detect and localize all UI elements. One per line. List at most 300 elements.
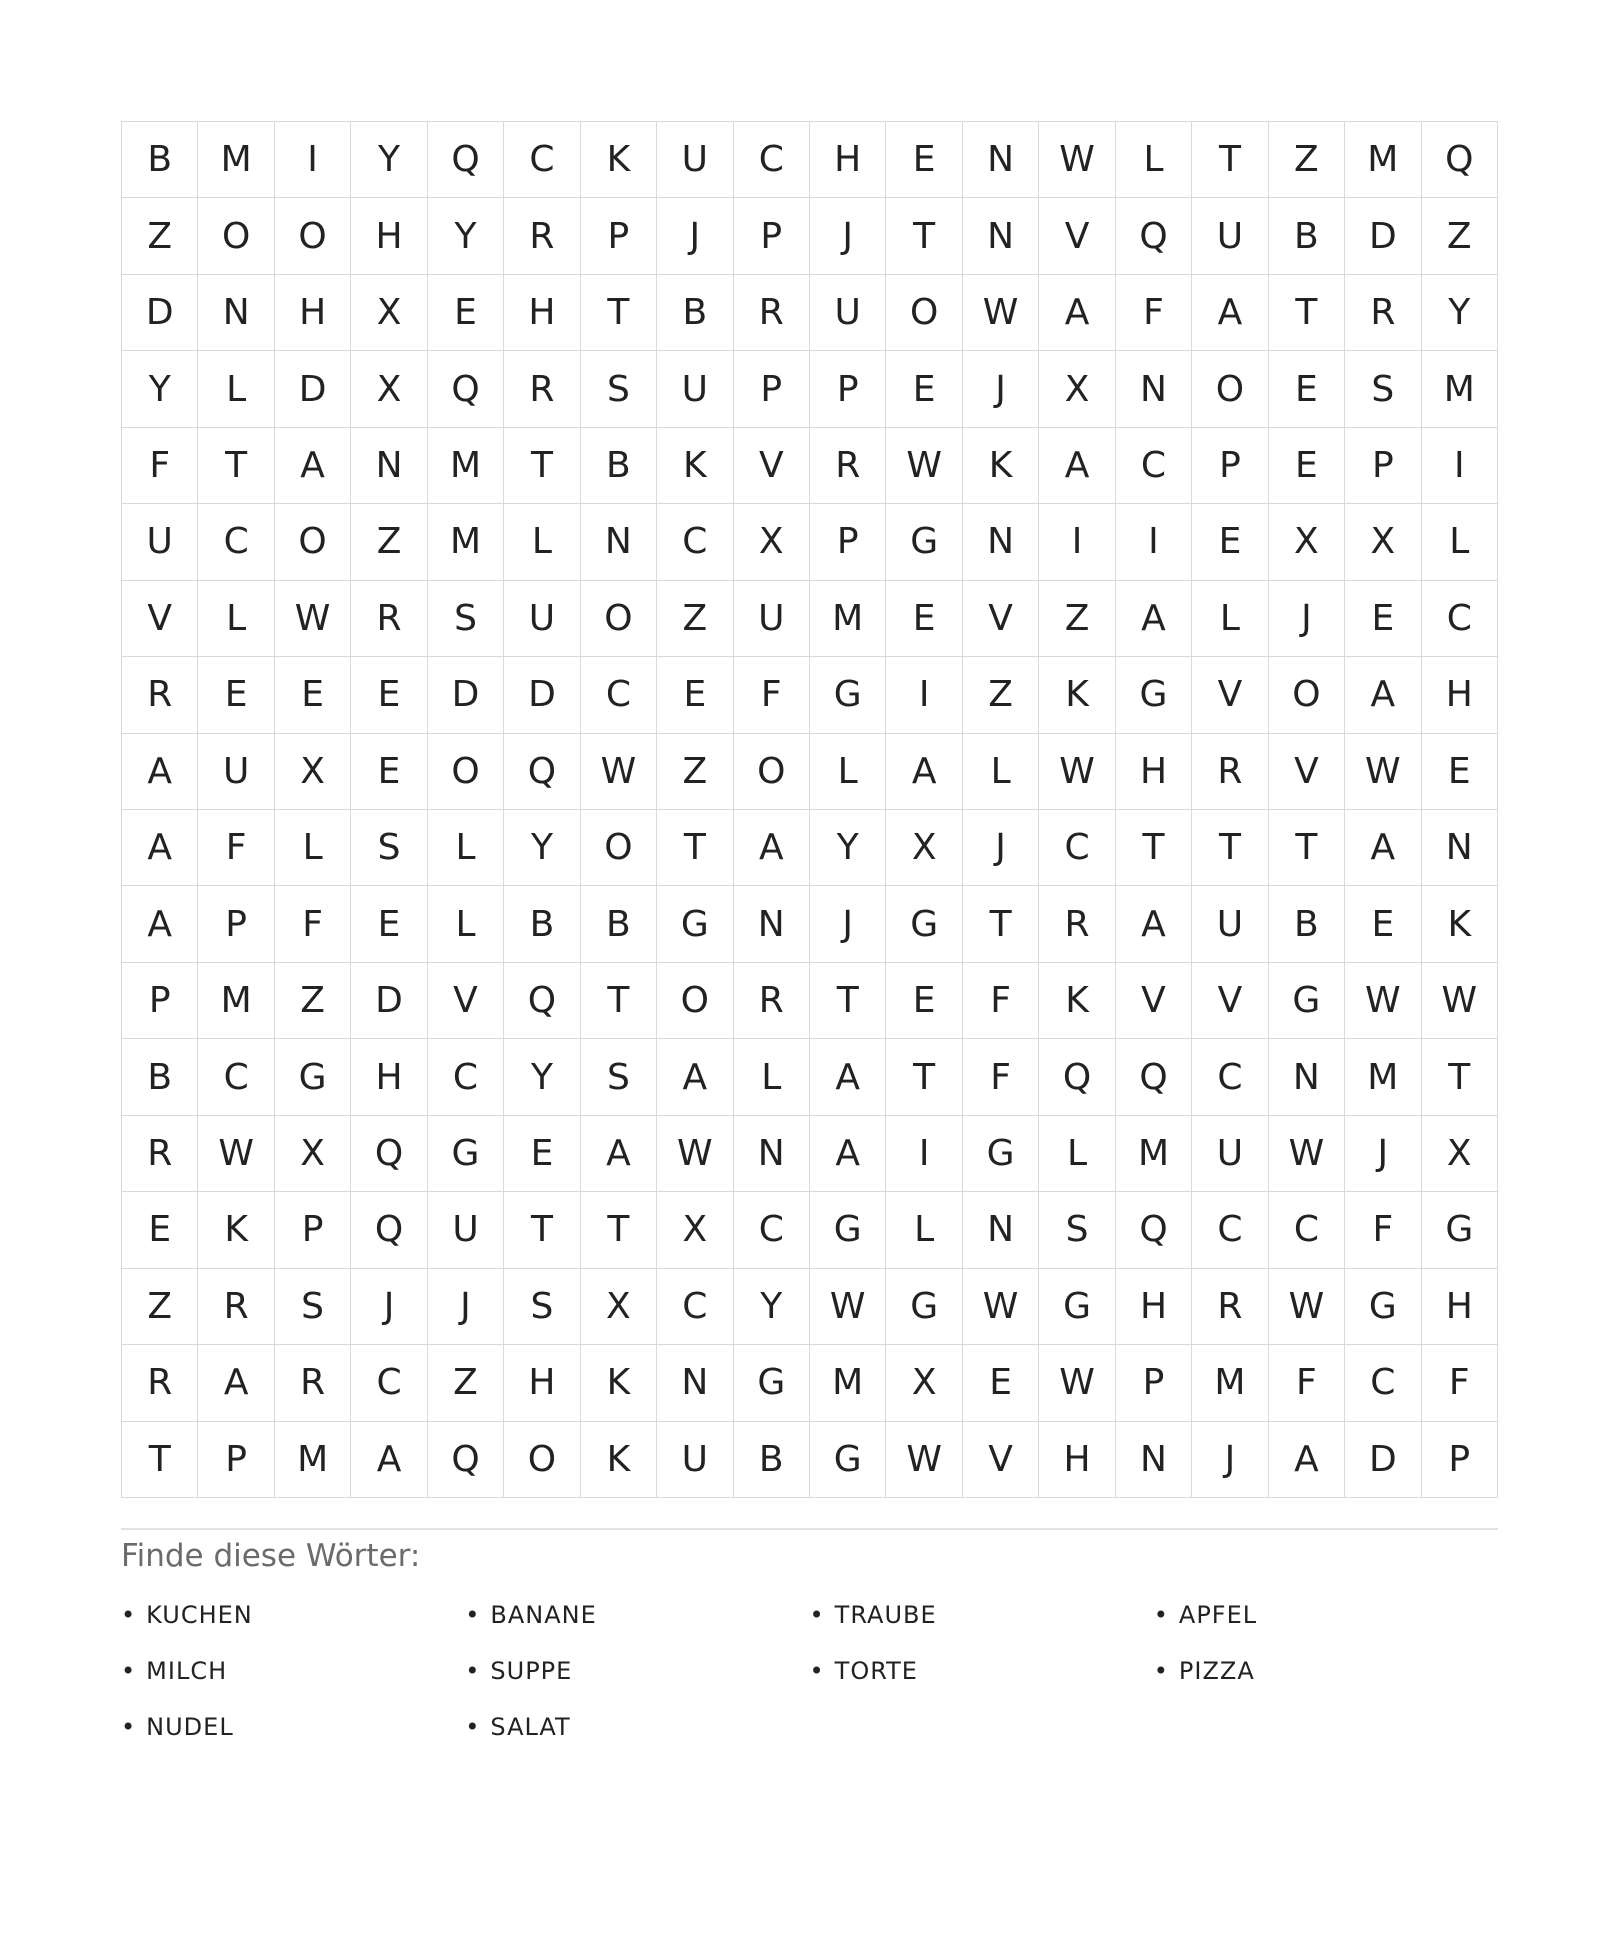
grid-cell[interactable]: E xyxy=(886,351,962,427)
grid-cell[interactable]: L xyxy=(1192,581,1268,657)
grid-cell[interactable]: B xyxy=(122,1039,198,1115)
grid-cell[interactable]: V xyxy=(963,581,1039,657)
grid-cell[interactable]: K xyxy=(581,1422,657,1498)
grid-cell[interactable]: X xyxy=(1345,504,1421,580)
grid-cell[interactable]: R xyxy=(810,428,886,504)
grid-cell[interactable]: G xyxy=(734,1345,810,1421)
grid-cell[interactable]: D xyxy=(1345,198,1421,274)
grid-cell[interactable]: S xyxy=(581,1039,657,1115)
grid-cell[interactable]: T xyxy=(1192,122,1268,198)
grid-cell[interactable]: Q xyxy=(428,122,504,198)
grid-cell[interactable]: A xyxy=(1039,428,1115,504)
grid-cell[interactable]: C xyxy=(504,122,580,198)
grid-cell[interactable]: R xyxy=(275,1345,351,1421)
grid-cell[interactable]: C xyxy=(428,1039,504,1115)
grid-cell[interactable]: T xyxy=(122,1422,198,1498)
grid-cell[interactable]: U xyxy=(734,581,810,657)
grid-cell[interactable]: A xyxy=(1116,886,1192,962)
grid-cell[interactable]: X xyxy=(1422,1116,1498,1192)
grid-cell[interactable]: Q xyxy=(1116,1192,1192,1268)
grid-cell[interactable]: E xyxy=(122,1192,198,1268)
grid-cell[interactable]: X xyxy=(1269,504,1345,580)
grid-cell[interactable]: B xyxy=(122,122,198,198)
grid-cell[interactable]: E xyxy=(504,1116,580,1192)
grid-cell[interactable]: E xyxy=(657,657,733,733)
grid-cell[interactable]: C xyxy=(198,1039,274,1115)
grid-cell[interactable]: M xyxy=(198,122,274,198)
grid-cell[interactable]: M xyxy=(810,1345,886,1421)
grid-cell[interactable]: J xyxy=(657,198,733,274)
grid-cell[interactable]: V xyxy=(963,1422,1039,1498)
grid-cell[interactable]: H xyxy=(504,1345,580,1421)
grid-cell[interactable]: E xyxy=(886,581,962,657)
grid-cell[interactable]: T xyxy=(963,886,1039,962)
grid-cell[interactable]: E xyxy=(428,275,504,351)
grid-cell[interactable]: I xyxy=(1039,504,1115,580)
grid-cell[interactable]: O xyxy=(1192,351,1268,427)
grid-cell[interactable]: F xyxy=(963,963,1039,1039)
grid-cell[interactable]: I xyxy=(886,657,962,733)
grid-cell[interactable]: Z xyxy=(963,657,1039,733)
grid-cell[interactable]: N xyxy=(734,886,810,962)
grid-cell[interactable]: C xyxy=(1345,1345,1421,1421)
grid-cell[interactable]: C xyxy=(657,504,733,580)
grid-cell[interactable]: G xyxy=(1269,963,1345,1039)
grid-cell[interactable]: C xyxy=(1116,428,1192,504)
grid-cell[interactable]: U xyxy=(657,122,733,198)
grid-cell[interactable]: E xyxy=(1269,351,1345,427)
grid-cell[interactable]: R xyxy=(122,1345,198,1421)
grid-cell[interactable]: P xyxy=(734,351,810,427)
grid-cell[interactable]: A xyxy=(810,1116,886,1192)
grid-cell[interactable]: X xyxy=(275,734,351,810)
grid-cell[interactable]: R xyxy=(504,351,580,427)
grid-cell[interactable]: E xyxy=(198,657,274,733)
grid-cell[interactable]: V xyxy=(122,581,198,657)
grid-cell[interactable]: T xyxy=(1269,275,1345,351)
grid-cell[interactable]: N xyxy=(1116,351,1192,427)
grid-cell[interactable]: M xyxy=(1116,1116,1192,1192)
grid-cell[interactable]: H xyxy=(504,275,580,351)
grid-cell[interactable]: Y xyxy=(122,351,198,427)
grid-cell[interactable]: P xyxy=(1192,428,1268,504)
grid-cell[interactable]: W xyxy=(1039,1345,1115,1421)
grid-cell[interactable]: J xyxy=(810,886,886,962)
grid-cell[interactable]: L xyxy=(428,810,504,886)
grid-cell[interactable]: O xyxy=(1269,657,1345,733)
grid-cell[interactable]: S xyxy=(428,581,504,657)
grid-cell[interactable]: A xyxy=(657,1039,733,1115)
grid-cell[interactable]: Q xyxy=(351,1116,427,1192)
grid-cell[interactable]: V xyxy=(1039,198,1115,274)
grid-cell[interactable]: F xyxy=(275,886,351,962)
grid-cell[interactable]: X xyxy=(275,1116,351,1192)
grid-cell[interactable]: A xyxy=(122,734,198,810)
grid-cell[interactable]: O xyxy=(428,734,504,810)
grid-cell[interactable]: K xyxy=(657,428,733,504)
grid-cell[interactable]: U xyxy=(1192,1116,1268,1192)
grid-cell[interactable]: M xyxy=(275,1422,351,1498)
grid-cell[interactable]: Q xyxy=(504,734,580,810)
grid-cell[interactable]: U xyxy=(657,351,733,427)
grid-cell[interactable]: G xyxy=(1345,1269,1421,1345)
grid-cell[interactable]: V xyxy=(1192,963,1268,1039)
grid-cell[interactable]: C xyxy=(657,1269,733,1345)
grid-cell[interactable]: Z xyxy=(657,734,733,810)
grid-cell[interactable]: C xyxy=(734,122,810,198)
grid-cell[interactable]: L xyxy=(428,886,504,962)
grid-cell[interactable]: K xyxy=(198,1192,274,1268)
grid-cell[interactable]: T xyxy=(886,1039,962,1115)
grid-cell[interactable]: X xyxy=(351,275,427,351)
grid-cell[interactable]: V xyxy=(428,963,504,1039)
grid-cell[interactable]: R xyxy=(1345,275,1421,351)
grid-cell[interactable]: C xyxy=(1422,581,1498,657)
grid-cell[interactable]: C xyxy=(581,657,657,733)
grid-cell[interactable]: Q xyxy=(1116,198,1192,274)
grid-cell[interactable]: K xyxy=(963,428,1039,504)
grid-cell[interactable]: B xyxy=(504,886,580,962)
grid-cell[interactable]: Q xyxy=(428,1422,504,1498)
grid-cell[interactable]: G xyxy=(886,504,962,580)
grid-cell[interactable]: T xyxy=(1422,1039,1498,1115)
grid-cell[interactable]: F xyxy=(1422,1345,1498,1421)
grid-cell[interactable]: O xyxy=(657,963,733,1039)
grid-cell[interactable]: W xyxy=(810,1269,886,1345)
grid-cell[interactable]: G xyxy=(1116,657,1192,733)
grid-cell[interactable]: M xyxy=(428,504,504,580)
grid-cell[interactable]: J xyxy=(1192,1422,1268,1498)
grid-cell[interactable]: A xyxy=(122,886,198,962)
grid-cell[interactable]: W xyxy=(657,1116,733,1192)
grid-cell[interactable]: L xyxy=(198,581,274,657)
grid-cell[interactable]: J xyxy=(810,198,886,274)
grid-cell[interactable]: C xyxy=(1192,1039,1268,1115)
grid-cell[interactable]: S xyxy=(504,1269,580,1345)
grid-cell[interactable]: C xyxy=(1269,1192,1345,1268)
grid-cell[interactable]: M xyxy=(428,428,504,504)
grid-cell[interactable]: A xyxy=(198,1345,274,1421)
grid-cell[interactable]: T xyxy=(1269,810,1345,886)
grid-cell[interactable]: R xyxy=(734,963,810,1039)
grid-cell[interactable]: C xyxy=(1039,810,1115,886)
grid-cell[interactable]: Z xyxy=(122,1269,198,1345)
grid-cell[interactable]: N xyxy=(657,1345,733,1421)
grid-cell[interactable]: N xyxy=(963,122,1039,198)
grid-cell[interactable]: N xyxy=(734,1116,810,1192)
grid-cell[interactable]: L xyxy=(198,351,274,427)
grid-cell[interactable]: E xyxy=(351,886,427,962)
grid-cell[interactable]: S xyxy=(581,351,657,427)
grid-cell[interactable]: G xyxy=(275,1039,351,1115)
grid-cell[interactable]: Q xyxy=(428,351,504,427)
grid-cell[interactable]: N xyxy=(963,504,1039,580)
grid-cell[interactable]: D xyxy=(1345,1422,1421,1498)
grid-cell[interactable]: D xyxy=(504,657,580,733)
grid-cell[interactable]: E xyxy=(351,734,427,810)
grid-cell[interactable]: W xyxy=(963,275,1039,351)
grid-cell[interactable]: W xyxy=(1422,963,1498,1039)
grid-cell[interactable]: H xyxy=(275,275,351,351)
grid-cell[interactable]: U xyxy=(1192,886,1268,962)
grid-cell[interactable]: E xyxy=(1269,428,1345,504)
grid-cell[interactable]: Q xyxy=(351,1192,427,1268)
grid-cell[interactable]: G xyxy=(1039,1269,1115,1345)
grid-cell[interactable]: V xyxy=(1192,657,1268,733)
grid-cell[interactable]: T xyxy=(657,810,733,886)
grid-cell[interactable]: P xyxy=(198,1422,274,1498)
grid-cell[interactable]: J xyxy=(1269,581,1345,657)
grid-cell[interactable]: Z xyxy=(275,963,351,1039)
grid-cell[interactable]: J xyxy=(963,810,1039,886)
grid-cell[interactable]: L xyxy=(1039,1116,1115,1192)
grid-cell[interactable]: D xyxy=(351,963,427,1039)
grid-cell[interactable]: P xyxy=(275,1192,351,1268)
grid-cell[interactable]: N xyxy=(963,1192,1039,1268)
grid-cell[interactable]: K xyxy=(1039,963,1115,1039)
grid-cell[interactable]: G xyxy=(1422,1192,1498,1268)
grid-cell[interactable]: D xyxy=(122,275,198,351)
grid-cell[interactable]: W xyxy=(581,734,657,810)
grid-cell[interactable]: B xyxy=(581,886,657,962)
grid-cell[interactable]: J xyxy=(351,1269,427,1345)
grid-cell[interactable]: R xyxy=(198,1269,274,1345)
grid-cell[interactable]: N xyxy=(581,504,657,580)
grid-cell[interactable]: U xyxy=(1192,198,1268,274)
grid-cell[interactable]: P xyxy=(810,351,886,427)
grid-cell[interactable]: Z xyxy=(428,1345,504,1421)
grid-cell[interactable]: V xyxy=(1269,734,1345,810)
grid-cell[interactable]: I xyxy=(1116,504,1192,580)
grid-cell[interactable]: H xyxy=(810,122,886,198)
grid-cell[interactable]: S xyxy=(351,810,427,886)
grid-cell[interactable]: D xyxy=(275,351,351,427)
grid-cell[interactable]: V xyxy=(734,428,810,504)
grid-cell[interactable]: A xyxy=(810,1039,886,1115)
grid-cell[interactable]: H xyxy=(351,1039,427,1115)
grid-cell[interactable]: A xyxy=(1192,275,1268,351)
grid-cell[interactable]: R xyxy=(1039,886,1115,962)
grid-cell[interactable]: O xyxy=(886,275,962,351)
grid-cell[interactable]: C xyxy=(1192,1192,1268,1268)
grid-cell[interactable]: N xyxy=(198,275,274,351)
grid-cell[interactable]: P xyxy=(1422,1422,1498,1498)
grid-cell[interactable]: O xyxy=(581,581,657,657)
grid-cell[interactable]: Z xyxy=(1269,122,1345,198)
grid-cell[interactable]: M xyxy=(1345,1039,1421,1115)
grid-cell[interactable]: O xyxy=(275,198,351,274)
grid-cell[interactable]: L xyxy=(963,734,1039,810)
grid-cell[interactable]: J xyxy=(1345,1116,1421,1192)
grid-cell[interactable]: Q xyxy=(1039,1039,1115,1115)
grid-cell[interactable]: I xyxy=(1422,428,1498,504)
grid-cell[interactable]: Z xyxy=(351,504,427,580)
grid-cell[interactable]: X xyxy=(581,1269,657,1345)
grid-cell[interactable]: C xyxy=(351,1345,427,1421)
grid-cell[interactable]: G xyxy=(810,657,886,733)
grid-cell[interactable]: E xyxy=(963,1345,1039,1421)
grid-cell[interactable]: E xyxy=(886,963,962,1039)
grid-cell[interactable]: W xyxy=(1039,122,1115,198)
grid-cell[interactable]: B xyxy=(657,275,733,351)
grid-cell[interactable]: T xyxy=(581,275,657,351)
grid-cell[interactable]: N xyxy=(1269,1039,1345,1115)
grid-cell[interactable]: M xyxy=(1192,1345,1268,1421)
grid-cell[interactable]: L xyxy=(1422,504,1498,580)
grid-cell[interactable]: R xyxy=(1192,734,1268,810)
grid-cell[interactable]: P xyxy=(1345,428,1421,504)
grid-cell[interactable]: B xyxy=(581,428,657,504)
grid-cell[interactable]: O xyxy=(734,734,810,810)
grid-cell[interactable]: H xyxy=(1116,1269,1192,1345)
grid-cell[interactable]: Y xyxy=(734,1269,810,1345)
grid-cell[interactable]: U xyxy=(198,734,274,810)
grid-cell[interactable]: R xyxy=(734,275,810,351)
grid-cell[interactable]: O xyxy=(198,198,274,274)
grid-cell[interactable]: G xyxy=(886,886,962,962)
grid-cell[interactable]: N xyxy=(351,428,427,504)
grid-cell[interactable]: H xyxy=(1422,657,1498,733)
grid-cell[interactable]: J xyxy=(963,351,1039,427)
grid-cell[interactable]: T xyxy=(581,963,657,1039)
grid-cell[interactable]: P xyxy=(810,504,886,580)
grid-cell[interactable]: A xyxy=(1345,657,1421,733)
grid-cell[interactable]: W xyxy=(1345,734,1421,810)
grid-cell[interactable]: Y xyxy=(504,810,580,886)
grid-cell[interactable]: T xyxy=(810,963,886,1039)
grid-cell[interactable]: E xyxy=(351,657,427,733)
grid-cell[interactable]: Y xyxy=(351,122,427,198)
grid-cell[interactable]: U xyxy=(428,1192,504,1268)
grid-cell[interactable]: H xyxy=(1039,1422,1115,1498)
grid-cell[interactable]: P xyxy=(734,198,810,274)
grid-cell[interactable]: Z xyxy=(1422,198,1498,274)
grid-cell[interactable]: L xyxy=(886,1192,962,1268)
grid-cell[interactable]: X xyxy=(886,1345,962,1421)
grid-cell[interactable]: A xyxy=(1039,275,1115,351)
grid-cell[interactable]: E xyxy=(1192,504,1268,580)
grid-cell[interactable]: Z xyxy=(1039,581,1115,657)
grid-cell[interactable]: A xyxy=(275,428,351,504)
grid-cell[interactable]: P xyxy=(122,963,198,1039)
grid-cell[interactable]: F xyxy=(963,1039,1039,1115)
grid-cell[interactable]: W xyxy=(963,1269,1039,1345)
grid-cell[interactable]: T xyxy=(581,1192,657,1268)
grid-cell[interactable]: E xyxy=(1345,581,1421,657)
grid-cell[interactable]: F xyxy=(734,657,810,733)
grid-cell[interactable]: Z xyxy=(122,198,198,274)
grid-cell[interactable]: B xyxy=(1269,198,1345,274)
grid-cell[interactable]: W xyxy=(886,428,962,504)
grid-cell[interactable]: J xyxy=(428,1269,504,1345)
grid-cell[interactable]: Y xyxy=(504,1039,580,1115)
grid-cell[interactable]: U xyxy=(504,581,580,657)
grid-cell[interactable]: F xyxy=(1269,1345,1345,1421)
grid-cell[interactable]: G xyxy=(810,1422,886,1498)
grid-cell[interactable]: Q xyxy=(504,963,580,1039)
grid-cell[interactable]: A xyxy=(734,810,810,886)
grid-cell[interactable]: O xyxy=(504,1422,580,1498)
grid-cell[interactable]: W xyxy=(1269,1269,1345,1345)
grid-cell[interactable]: A xyxy=(122,810,198,886)
grid-cell[interactable]: E xyxy=(275,657,351,733)
grid-cell[interactable]: W xyxy=(275,581,351,657)
grid-cell[interactable]: G xyxy=(657,886,733,962)
grid-cell[interactable]: X xyxy=(734,504,810,580)
grid-cell[interactable]: T xyxy=(1116,810,1192,886)
grid-cell[interactable]: N xyxy=(1422,810,1498,886)
grid-cell[interactable]: E xyxy=(886,122,962,198)
grid-cell[interactable]: N xyxy=(963,198,1039,274)
grid-cell[interactable]: S xyxy=(1039,1192,1115,1268)
grid-cell[interactable]: A xyxy=(1345,810,1421,886)
grid-cell[interactable]: X xyxy=(351,351,427,427)
grid-cell[interactable]: U xyxy=(657,1422,733,1498)
grid-cell[interactable]: S xyxy=(275,1269,351,1345)
grid-cell[interactable]: V xyxy=(1116,963,1192,1039)
grid-cell[interactable]: T xyxy=(886,198,962,274)
grid-cell[interactable]: G xyxy=(428,1116,504,1192)
grid-cell[interactable]: M xyxy=(810,581,886,657)
grid-cell[interactable]: X xyxy=(1039,351,1115,427)
grid-cell[interactable]: R xyxy=(122,1116,198,1192)
grid-cell[interactable]: M xyxy=(1345,122,1421,198)
grid-cell[interactable]: A xyxy=(581,1116,657,1192)
grid-cell[interactable]: Q xyxy=(1422,122,1498,198)
grid-cell[interactable]: X xyxy=(657,1192,733,1268)
grid-cell[interactable]: K xyxy=(581,1345,657,1421)
grid-cell[interactable]: W xyxy=(1269,1116,1345,1192)
grid-cell[interactable]: O xyxy=(275,504,351,580)
grid-cell[interactable]: I xyxy=(886,1116,962,1192)
grid-cell[interactable]: F xyxy=(1116,275,1192,351)
grid-cell[interactable]: G xyxy=(810,1192,886,1268)
grid-cell[interactable]: S xyxy=(1345,351,1421,427)
grid-cell[interactable]: N xyxy=(1116,1422,1192,1498)
grid-cell[interactable]: W xyxy=(1345,963,1421,1039)
grid-cell[interactable]: Y xyxy=(810,810,886,886)
grid-cell[interactable]: C xyxy=(734,1192,810,1268)
grid-cell[interactable]: L xyxy=(275,810,351,886)
grid-cell[interactable]: Y xyxy=(1422,275,1498,351)
grid-cell[interactable]: O xyxy=(581,810,657,886)
grid-cell[interactable]: K xyxy=(1422,886,1498,962)
grid-cell[interactable]: W xyxy=(1039,734,1115,810)
grid-cell[interactable]: R xyxy=(122,657,198,733)
grid-cell[interactable]: F xyxy=(122,428,198,504)
grid-cell[interactable]: G xyxy=(963,1116,1039,1192)
grid-cell[interactable]: K xyxy=(1039,657,1115,733)
grid-cell[interactable]: A xyxy=(1116,581,1192,657)
grid-cell[interactable]: H xyxy=(351,198,427,274)
grid-cell[interactable]: C xyxy=(198,504,274,580)
grid-cell[interactable]: W xyxy=(198,1116,274,1192)
grid-cell[interactable]: T xyxy=(198,428,274,504)
grid-cell[interactable]: I xyxy=(275,122,351,198)
grid-cell[interactable]: T xyxy=(504,428,580,504)
grid-cell[interactable]: L xyxy=(1116,122,1192,198)
grid-cell[interactable]: F xyxy=(1345,1192,1421,1268)
grid-cell[interactable]: P xyxy=(1116,1345,1192,1421)
grid-cell[interactable]: T xyxy=(1192,810,1268,886)
grid-cell[interactable]: B xyxy=(1269,886,1345,962)
grid-cell[interactable]: P xyxy=(198,886,274,962)
grid-cell[interactable]: X xyxy=(886,810,962,886)
grid-cell[interactable]: L xyxy=(734,1039,810,1115)
grid-cell[interactable]: F xyxy=(198,810,274,886)
grid-cell[interactable]: L xyxy=(504,504,580,580)
grid-cell[interactable]: H xyxy=(1116,734,1192,810)
